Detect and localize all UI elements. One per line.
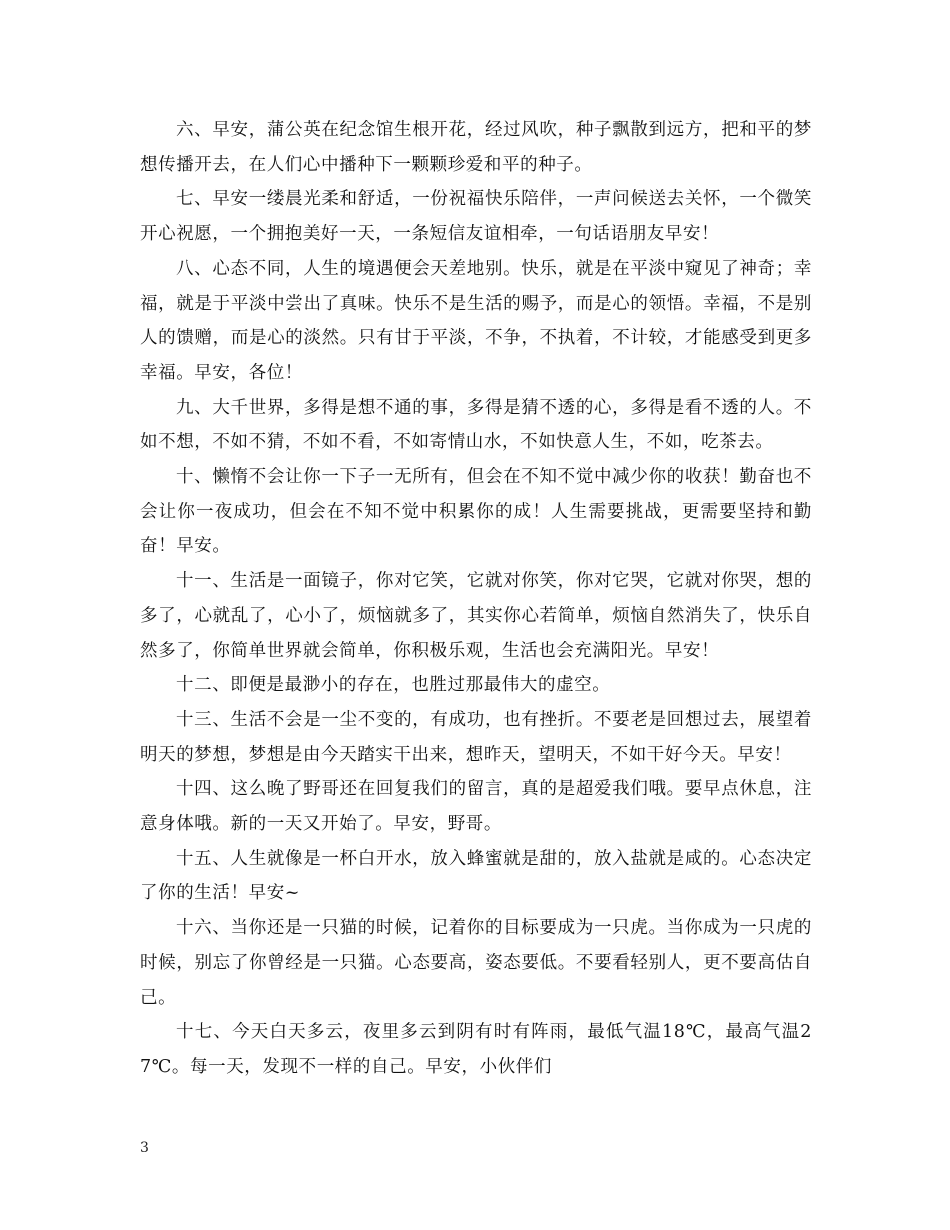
paragraph-10: 十、懒惰不会让你一下子一无所有，但会在不知不觉中减少你的收获！勤奋也不会让你一夜成功，但会在不知不觉中积累你的成！人生需要挑战，更需要坚持和勤奋！早安。 — [140, 467, 812, 557]
body-text — [140, 113, 812, 1085]
paragraph-17: 十七、今天白天多云，夜里多云到阴有时有阵雨，最低气温18℃，最高气温27℃。每一天，发现不一样的自己。早安，小伙伴们 — [140, 1022, 812, 1077]
paragraph-16: 十六、当你还是一只猫的时候，记着你的目标要成为一只虎。当你成为一只虎的时候，别忘了你曾经是一只猫。心态要高，姿态要低。不要看轻别人，更不要高估自己。 — [140, 918, 812, 1008]
page-number: 3 — [140, 1140, 149, 1156]
paragraph-8: 八、心态不同，人生的境遇便会天差地别。快乐，就是在平淡中窥见了神奇；幸福，就是于平淡中尝出了真味。快乐不是生活的赐予，而是心的领悟。幸福，不是别人的馈赠，而是心的淡然。只有甘于平淡，不争，不执着，不计较，才能感受到更多幸福。早安，各位！ — [140, 258, 812, 383]
paragraph-9: 九、大千世界，多得是想不通的事，多得是猜不透的心，多得是看不透的人。不如不想，不如不猜，不如不看，不如寄情山水，不如快意人生，不如，吃茶去。 — [140, 397, 812, 453]
paragraph-13: 十三、生活不会是一尘不变的，有成功，也有挫折。不要老是回想过去，展望着明天的梦想，梦想是由今天踏实干出来，想昨天，望明天，不如干好今天。早安！ — [140, 709, 812, 765]
paragraph-15: 十五、人生就像是一杯白开水，放入蜂蜜就是甜的，放入盐就是咸的。心态决定了你的生活！早安~ — [140, 848, 812, 904]
paragraph-12: 十二、即便是最渺小的存在，也胜过那最伟大的虚空。 — [176, 675, 611, 696]
paragraph-14: 十四、这么晚了野哥还在回复我们的留言，真的是超爱我们哦。要早点休息，注意身体哦。新的一天又开始了。早安，野哥。 — [140, 779, 812, 835]
paragraph-6: 六、早安，蒲公英在纪念馆生根开花，经过风吹，种子飘散到远方，把和平的梦想传播开去，在人们心中播种下一颗颗珍爱和平的种子。 — [140, 120, 812, 175]
paragraph-7: 七、早安一缕晨光柔和舒适，一份祝福快乐陪伴，一声问候送去关怀，一个微笑开心祝愿，一个拥抱美好一天，一条短信友谊相牵，一句话语朋友早安！ — [140, 189, 812, 245]
paragraph-11: 十一、生活是一面镜子，你对它笑，它就对你笑，你对它哭，它就对你哭，想的多了，心就乱了，心小了，烦恼就多了，其实你心若简单，烦恼自然消失了，快乐自然多了，你简单世界就会简单，你积极乐观，生活也会充满阳光。早安！ — [140, 571, 812, 661]
